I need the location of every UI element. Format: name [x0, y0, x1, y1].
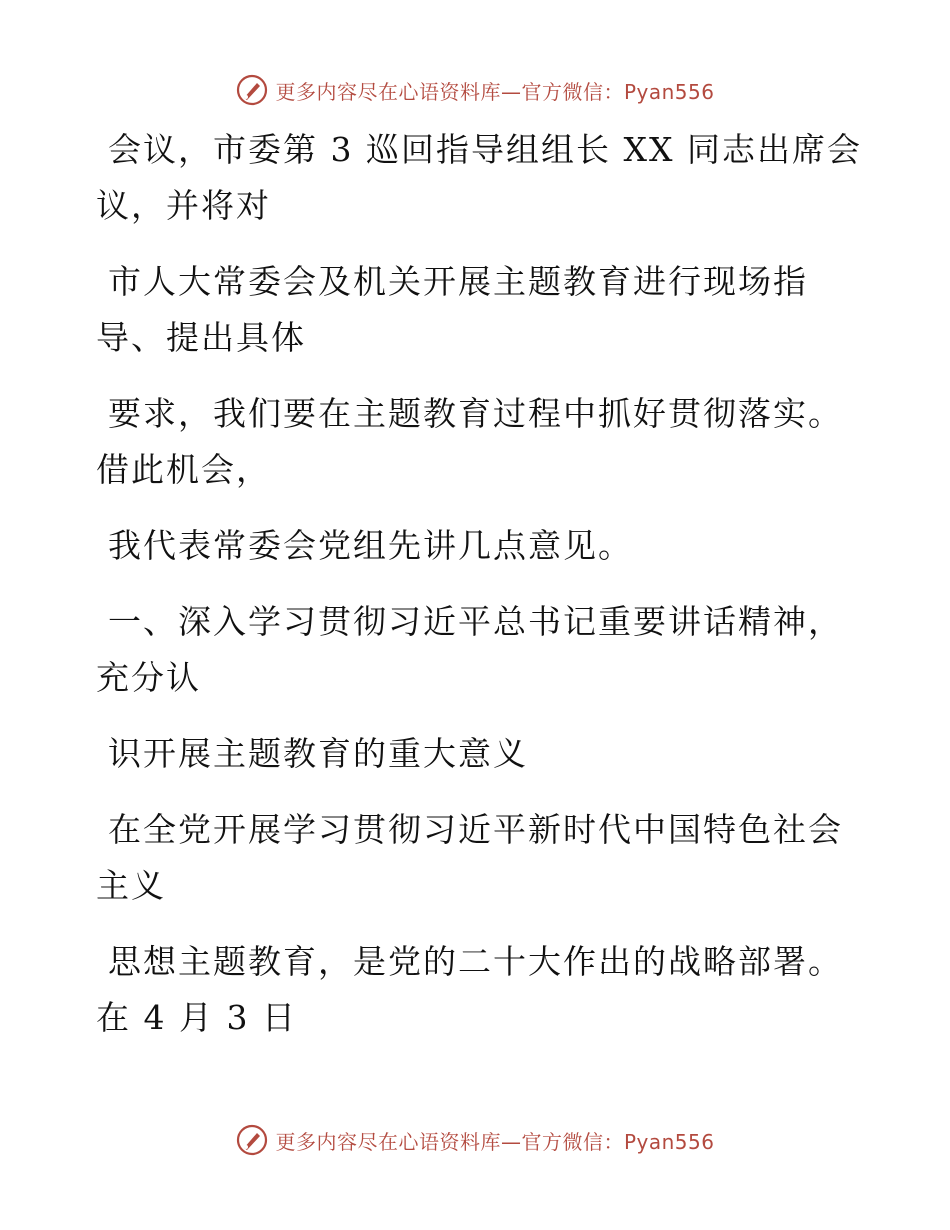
section-heading: 一、深入学习贯彻习近平总书记重要讲话精神，	[108, 602, 843, 641]
header-banner	[0, 70, 950, 110]
text-line: 会议，市委第 3 巡回指导组组长 XX 同志出席会	[108, 130, 862, 169]
text-line: 市人大常委会及机关开展主题教育进行现场指	[108, 262, 808, 301]
text-line: 要求，我们要在主题教育过程中抓好贯彻落实。	[108, 394, 843, 433]
section-heading: 充分认	[96, 658, 201, 697]
text-line: 思想主题教育，是党的二十大作出的战略部署。	[108, 942, 843, 981]
text-line: 导、提出具体	[96, 318, 306, 357]
pen-logo-icon	[235, 73, 269, 107]
footer-banner	[0, 1120, 950, 1160]
text-line: 在全党开展学习贯彻习近平新时代中国特色社会	[108, 810, 843, 849]
text-line: 主义	[96, 866, 166, 905]
text-line: 借此机会，	[96, 450, 271, 489]
text-line: 议，并将对	[96, 186, 271, 225]
section-heading: 识开展主题教育的重大意义	[108, 734, 528, 773]
text-line: 在 4 月 3 日	[96, 998, 297, 1037]
footer-banner-text: 更多内容尽在心语资料库—官方微信：Pyan556	[275, 1129, 715, 1154]
text-line: 我代表常委会党组先讲几点意见。	[108, 526, 633, 565]
document-body	[96, 122, 862, 1046]
header-banner-text: 更多内容尽在心语资料库—官方微信：Pyan556	[275, 79, 715, 104]
pen-logo-icon	[235, 1123, 269, 1157]
